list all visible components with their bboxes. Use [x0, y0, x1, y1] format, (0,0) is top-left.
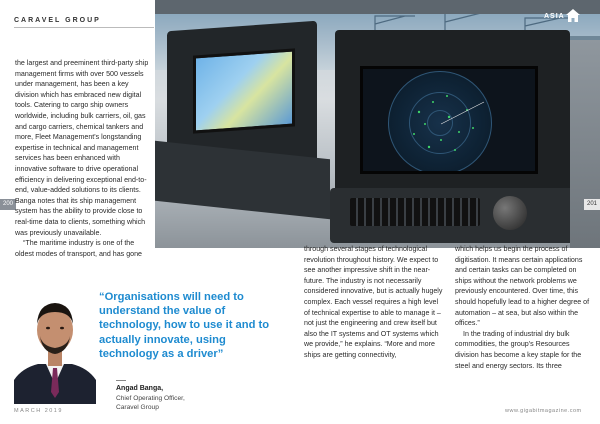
middle-paragraph-1: through several stages of technological revolution throughout history. We expect to see another impressive shift in the near-future. The industry is not necessarily considered innovative, but is actually hugely complex. Each vessel requires a high level of technical expertise to able to manage it – not just the engineering and crew itself but also the IT systems and OT systems which we provide,” he explains. “More and more ships are getting connectivity,: [304, 245, 443, 359]
console-trackball: [493, 196, 527, 230]
brand-header: CARAVEL GROUP: [14, 17, 101, 24]
attribution-role-line-2: Caravel Group: [116, 403, 159, 411]
left-text-column: [15, 58, 153, 259]
attribution-name: Angad Banga,: [116, 385, 164, 392]
left-chart-screen: [193, 48, 295, 133]
radar-targets: [389, 72, 493, 174]
right-paragraph-2: In the trading of industrial dry bulk commodities, the group's Resources division has become a key staple for the steel and energy sectors. Its three: [455, 329, 582, 370]
radar-screen: [360, 66, 538, 174]
bridge-console-photo: [155, 0, 600, 248]
page-number-right: 201: [584, 199, 600, 210]
console-keyboard: [350, 198, 480, 226]
footer-issue-date: MARCH 2019: [14, 408, 63, 414]
bridge-wall: [570, 40, 600, 248]
radar-display: [388, 71, 492, 174]
pull-quote: “Organisations will need to understand the value of technology, how to use it and to actually innovate, using technology as a driver”: [99, 291, 270, 360]
header-rule: [14, 27, 154, 28]
executive-portrait: [14, 288, 96, 404]
right-paragraph-1: which helps us begin the process of digitisation. It means certain applications and certain tasks can be completed on ships without the network problems we previously encountered. Over time, this should hopefully lead to a higher degree of automation – at sea, but also within the offices.”: [455, 245, 590, 328]
attribution-dash: [116, 380, 126, 381]
page-number-left: 200: [0, 199, 16, 210]
home-icon[interactable]: [565, 8, 581, 23]
attribution-role: [116, 395, 216, 412]
bridge-ceiling: [155, 0, 600, 14]
middle-text-column: [304, 244, 444, 361]
left-paragraph-2: “The maritime industry is one of the oldest modes of transport, and has gone: [15, 239, 142, 258]
section-tab-label: ASIA: [544, 13, 565, 20]
right-text-column: [455, 244, 591, 371]
attribution-role-line-1: Chief Operating Officer,: [116, 395, 185, 402]
left-paragraph-1: the largest and preeminent third-party ship management firms with over 500 vessels under management, has been a key division which has embraced new digital tools. Catering to cargo ship owners worldwide, including bulk carriers, oil, gas and cargo carriers, chemical tankers and more, Fleet Management's longstanding expertise in technical and management services has been enhanced with innovative software to drive operational efficiency in delivering exceptional end-to-end, value-added solutions to its clients. Banga notes that its ship management system has the ability to provide close to real-time data to clients, something which was previously unavailable.: [15, 59, 149, 237]
footer-website-link[interactable]: www.gigabitmagazine.com: [505, 408, 582, 414]
